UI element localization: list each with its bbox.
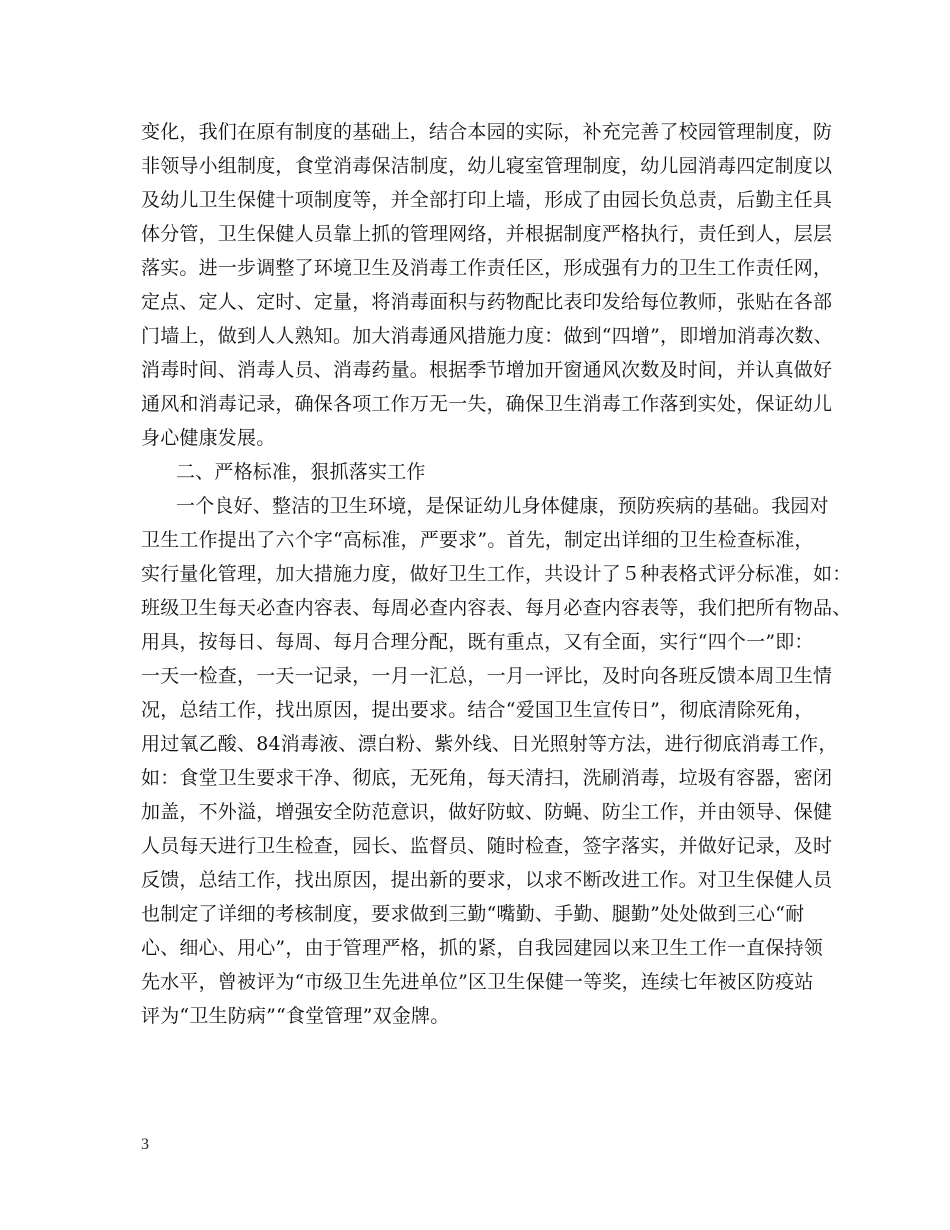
text-line: 班级卫生每天必查内容表、每周必查内容表、每月必查内容表等，我们把所有物品、 <box>141 597 852 619</box>
text-line: 一个良好、整洁的卫生环境，是保证幼儿身体健康，预防疾病的基础。我园对 <box>176 495 829 517</box>
text-line: 心、细心、用心”，由于管理严格，抓的紧，自我园建园以来卫生工作一直保持领 <box>141 937 823 959</box>
text-line: 加盖，不外溢，增强安全防范意识，做好防蚊、防蝇、防尘工作，并由领导、保健 <box>141 801 833 823</box>
text-line: 卫生工作提出了六个字“高标准，严要求”。首先，制定出详细的卫生检查标准， <box>141 529 814 551</box>
text-line: 人员每天进行卫生检查，园长、监督员、随时检查，签字落实，并做好记录，及时 <box>141 835 833 857</box>
text-line: 变化，我们在原有制度的基础上，结合本园的实际，补充完善了校园管理制度，防 <box>141 121 833 143</box>
text-line: 及幼儿卫生保健十项制度等，并全部打印上墙，形成了由园长负总责，后勤主任具 <box>141 189 833 211</box>
text-line: 实行量化管理，加大措施力度，做好卫生工作，共设计了５种表格式评分标准，如： <box>141 563 852 585</box>
text-line: 消毒时间、消毒人员、消毒药量。根据季节增加开窗通风次数及时间，并认真做好 <box>141 359 833 381</box>
text-line: 体分管，卫生保健人员靠上抓的管理网络，并根据制度严格执行，责任到人，层层 <box>141 223 833 245</box>
text-line: 如：食堂卫生要求干净、彻底，无死角，每天清扫，洗刷消毒，垃圾有容器，密闭 <box>141 767 833 789</box>
text-line: 况，总结工作，找出原因，提出要求。结合“爱国卫生宣传日”，彻底清除死角， <box>141 699 814 721</box>
text-line: 通风和消毒记录，确保各项工作万无一失，确保卫生消毒工作落到实处，保证幼儿 <box>141 393 833 415</box>
text-line: 落实。进一步调整了环境卫生及消毒工作责任区，形成强有力的卫生工作责任网， <box>141 257 833 279</box>
text-line: 反馈，总结工作，找出原因，提出新的要求，以求不断改进工作。对卫生保健人员 <box>141 869 833 891</box>
section-heading: 二、严格标准，狠抓落实工作 <box>176 461 426 483</box>
text-line: 门墙上，做到人人熟知。加大消毒通风措施力度：做到“四增”，即增加消毒次数、 <box>141 325 833 347</box>
text-line: 身心健康发展。 <box>141 427 276 449</box>
page-number: 3 <box>141 1136 149 1153</box>
text-line: 非领导小组制度，食堂消毒保洁制度，幼儿寝室管理制度，幼儿园消毒四定制度以 <box>141 155 833 177</box>
text-line: 定点、定人、定时、定量，将消毒面积与药物配比表印发给每位教师，张贴在各部 <box>141 291 833 313</box>
text-line: 一天一检查，一天一记录，一月一汇总，一月一评比，及时向各班反馈本周卫生情 <box>141 665 833 687</box>
text-line: 也制定了详细的考核制度，要求做到三勤“嘴勤、手勤、腿勤”处处做到三心“耐 <box>141 903 805 925</box>
text-line: 评为“卫生防病”“食堂管理”双金牌。 <box>141 1005 450 1027</box>
text-line: 用过氧乙酸、84消毒液、漂白粉、紫外线、日光照射等方法，进行彻底消毒工作， <box>141 733 838 755</box>
text-line: 先水平，曾被评为“市级卫生先进单位”区卫生保健一等奖，连续七年被区防疫站 <box>141 971 814 993</box>
text-line: 用具，按每日、每周、每月合理分配，既有重点，又有全面，实行“四个一”即： <box>141 631 814 653</box>
